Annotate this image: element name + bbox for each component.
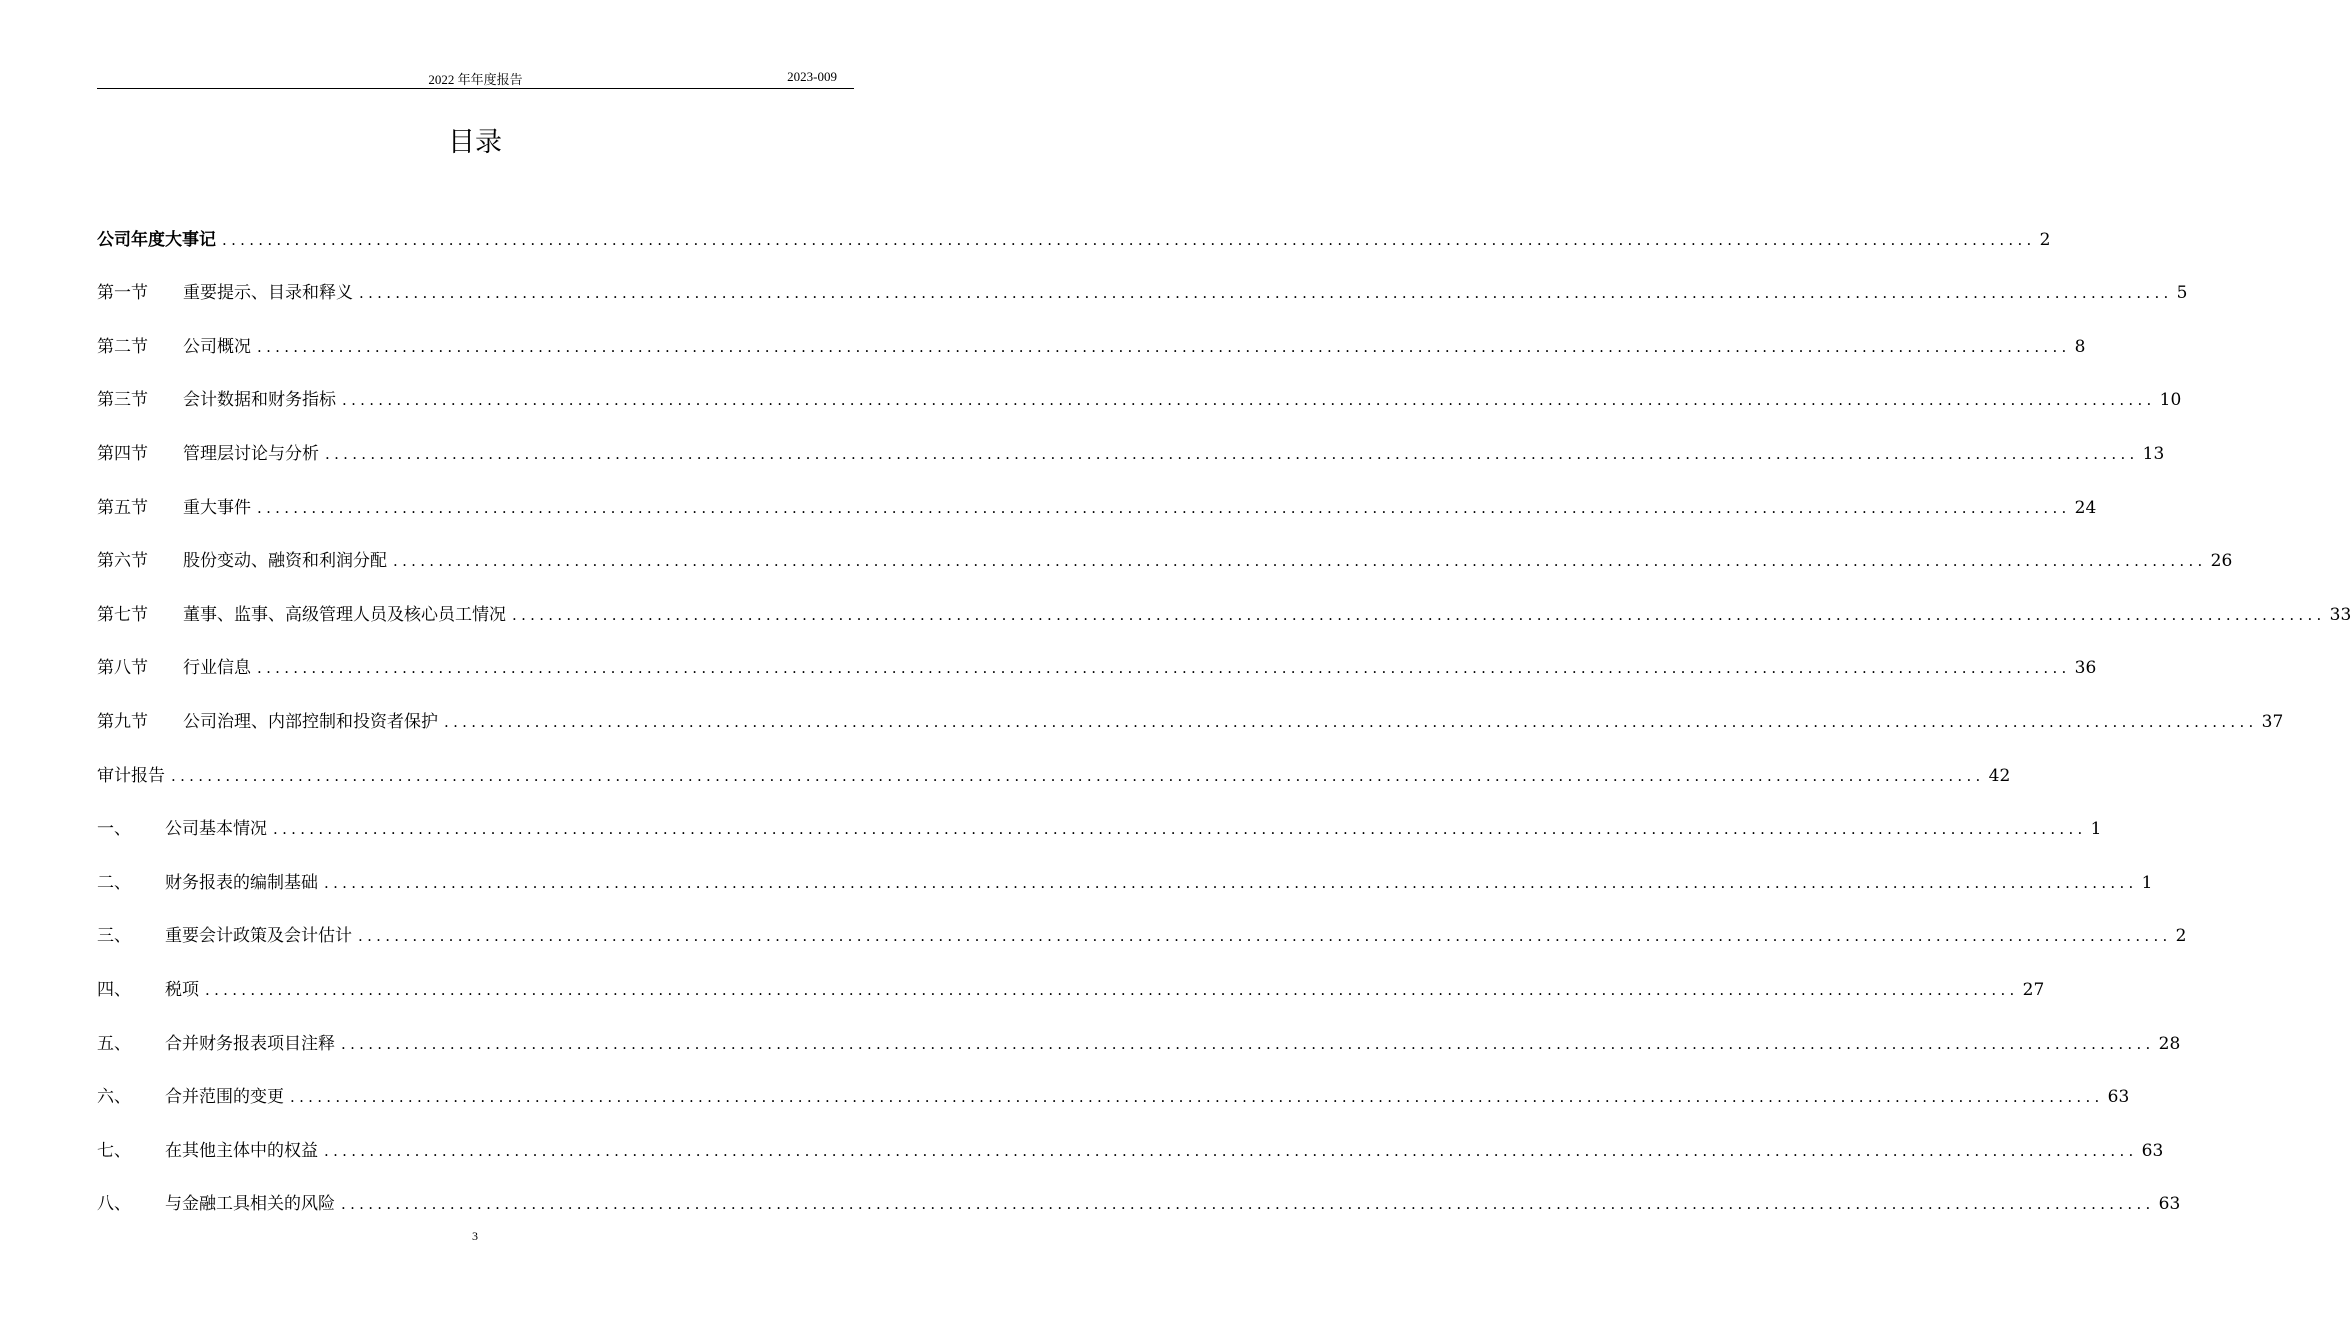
toc-entry-page: 28 [2158,1033,2181,1054]
toc-entry-page: 24 [2074,497,2097,518]
dot-leader: ........................................................................................................................................................................................................ [257,498,2071,517]
dot-leader: ........................................................................................................................................................................................................ [358,927,2172,946]
toc-entry[interactable] [97,472,2097,526]
toc-entry-number: 六、 [97,1087,131,1108]
toc-entry-label: 公司治理、内部控制和投资者保护 [183,711,438,732]
toc-entry[interactable] [97,901,2187,955]
toc-entry-number: 七、 [97,1140,131,1161]
toc-entry-number: 第一节 [97,283,148,304]
dot-leader: ........................................................................................................................................................................................................ [324,873,2138,892]
toc-entry[interactable] [97,1115,2164,1169]
toc-entry-label: 董事、监事、高级管理人员及核心员工情况 [183,604,506,625]
toc-entry-label: 管理层讨论与分析 [183,443,319,464]
dot-leader: ........................................................................................................................................................................................................ [171,766,1985,785]
toc-entry-label: 合并财务报表项目注释 [165,1033,335,1054]
dot-leader: ........................................................................................................................................................................................................ [273,820,2087,839]
dot-leader: ........................................................................................................................................................................................................ [359,284,2173,303]
dot-leader: ........................................................................................................................................................................................................ [257,337,2071,356]
toc-entry[interactable] [97,954,2045,1008]
toc-entry-number: 五、 [97,1033,131,1054]
toc-entry-number: 第二节 [97,336,148,357]
toc-entry-label: 会计数据和财务指标 [183,390,336,411]
toc-entry-number: 一、 [97,819,131,840]
toc-entry[interactable] [97,1062,2130,1116]
toc-entry[interactable] [97,579,2351,633]
toc-entry-number: 第九节 [97,711,148,732]
toc-entry-page: 1 [2090,819,2102,840]
toc-entry-label: 在其他主体中的权益 [165,1140,318,1161]
toc-entry-page: 26 [2210,551,2233,572]
dot-leader: ........................................................................................................................................................................................................ [324,1141,2138,1160]
toc-entry-label: 与金融工具相关的风险 [165,1194,335,1215]
toc-entry-page: 63 [2141,1140,2164,1161]
toc-entry-number: 第三节 [97,390,148,411]
toc-entry-page: 2 [2039,229,2051,250]
toc-entry-number: 第六节 [97,551,148,572]
document-title: 目录 [448,127,502,158]
toc-entry-page: 37 [2261,711,2284,732]
toc-entry[interactable] [97,418,2165,472]
toc-entry-page: 13 [2142,443,2165,464]
toc-entry[interactable] [97,633,2097,687]
dot-leader: ........................................................................................................................................................................................................ [325,444,2139,463]
dot-leader: ........................................................................................................................................................................................................ [444,712,2258,731]
toc-entry-page: 33 [2329,604,2351,625]
toc-entry-number: 第七节 [97,604,148,625]
toc-entry-number: 二、 [97,872,131,893]
toc-entry-label: 重大事件 [183,497,251,518]
toc-entry-page: 63 [2107,1087,2130,1108]
toc-entry-page: 5 [2176,283,2188,304]
toc-entry-label: 公司概况 [183,336,251,357]
toc-entry-number: 第八节 [97,658,148,679]
dot-leader: ........................................................................................................................................................................................................ [257,659,2071,678]
toc-entry-number: 四、 [97,979,131,1000]
toc-entry[interactable] [97,311,2086,365]
toc-entry-page: 1 [2141,872,2153,893]
toc-entry-number: 第四节 [97,443,148,464]
toc-entry[interactable] [97,740,2011,794]
toc-entry-number: 八、 [97,1194,131,1215]
toc-entry-number: 三、 [97,926,131,947]
toc-entry-label: 股份变动、融资和利润分配 [183,551,387,572]
dot-leader: ........................................................................................................................................................................................................ [341,1034,2155,1053]
dot-leader: ........................................................................................................................................................................................................ [342,391,2156,410]
toc-entry-page: 8 [2074,336,2086,357]
dot-leader: ........................................................................................................................................................................................................ [341,1195,2155,1214]
page-header [97,68,854,89]
dot-leader: ........................................................................................................................................................................................................ [512,605,2326,624]
page-number: 3 [472,1229,478,1243]
dot-leader: ........................................................................................................................................................................................................ [290,1088,2104,1107]
toc-entry-label: 审计报告 [97,765,165,786]
header-title: 2022 年年度报告 [428,72,523,87]
toc-entry-page: 2 [2175,926,2187,947]
toc-entry[interactable] [97,847,2153,901]
toc-entry-label: 税项 [165,979,199,1000]
toc-entry[interactable] [97,365,2182,419]
toc-entry[interactable] [97,1169,2181,1223]
toc-entry-number: 第五节 [97,497,148,518]
toc-entry-page: 27 [2022,979,2045,1000]
toc-entry[interactable] [97,258,2188,312]
toc-entry-label: 公司年度大事记 [97,229,216,250]
toc-entry-label: 重要会计政策及会计估计 [165,926,352,947]
toc-entry-page: 42 [1988,765,2011,786]
toc-entry-label: 重要提示、目录和释义 [183,283,353,304]
toc-entry[interactable] [97,204,2051,258]
toc-entry[interactable] [97,1008,2181,1062]
toc-entry-label: 财务报表的编制基础 [165,872,318,893]
toc-entry[interactable] [97,794,2102,848]
dot-leader: ........................................................................................................................................................................................................ [393,552,2207,571]
table-of-contents [97,204,2351,1222]
toc-entry-label: 行业信息 [183,658,251,679]
dot-leader: ........................................................................................................................................................................................................ [222,230,2036,249]
dot-leader: ........................................................................................................................................................................................................ [205,980,2019,999]
toc-entry-label: 合并范围的变更 [165,1087,284,1108]
toc-entry-page: 36 [2074,658,2097,679]
toc-entry-label: 公司基本情况 [165,819,267,840]
toc-entry[interactable] [97,526,2233,580]
toc-entry-page: 63 [2158,1194,2181,1215]
toc-entry-page: 10 [2159,390,2182,411]
toc-entry[interactable] [97,686,2284,740]
header-code: 2023-009 [787,69,837,84]
